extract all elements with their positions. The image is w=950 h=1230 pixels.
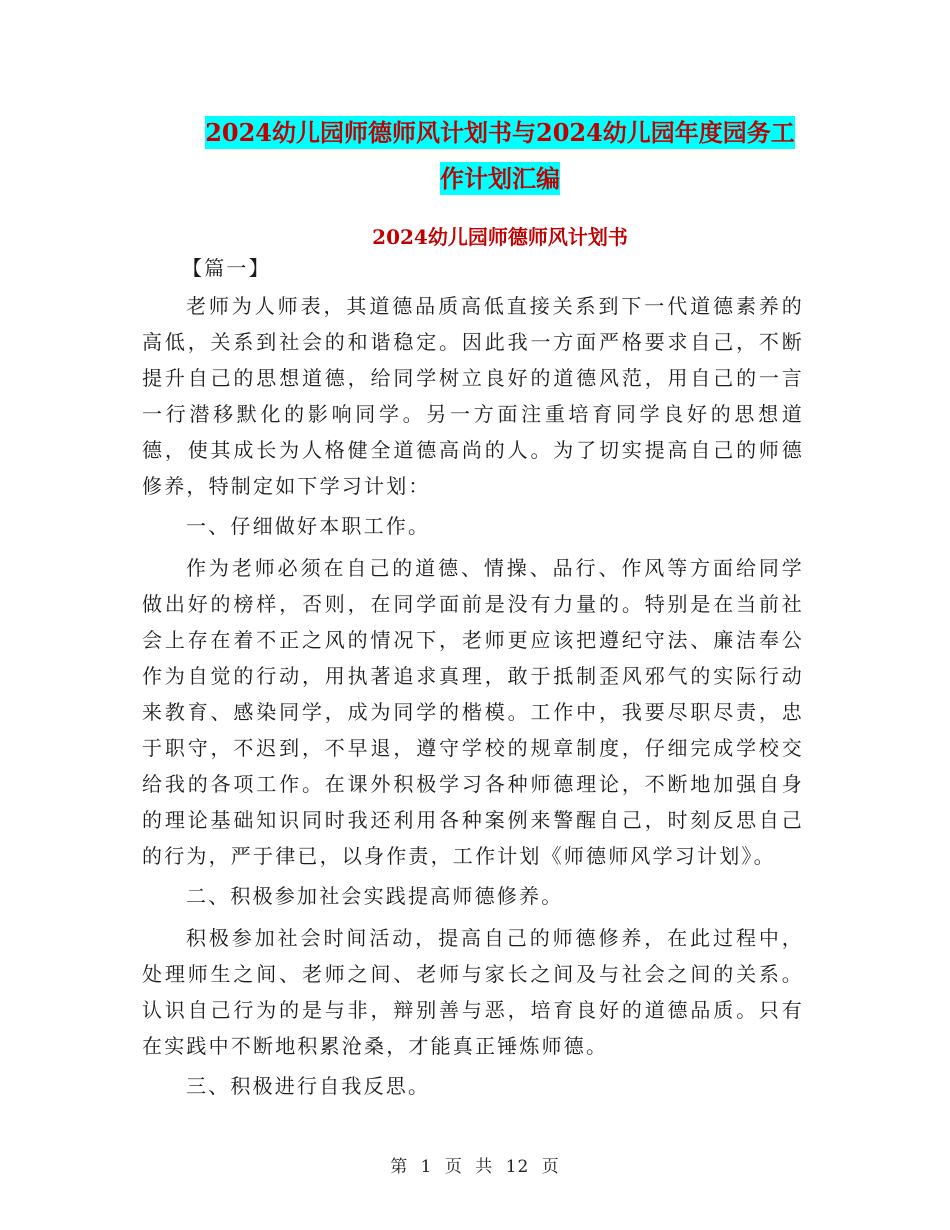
document-body [142, 250, 804, 1110]
document-title-line1: 2024幼儿园师德师风计划书与2024幼儿园年度园务工 [205, 118, 795, 147]
document-title-line2: 作计划汇编 [440, 164, 560, 193]
paragraph-2: 积极参加社会时间活动，提高自己的师德修养，在此过程中，处理师生之间、老师之间、老师与家长之间及与社会之间的关系。认识自己行为的是与非，辩别善与恶，培育良好的道德品质。只有在实践中不断地积累沧桑，才能真正锤炼师德。 [142, 926, 804, 1058]
footer-page-number: 1 [420, 1157, 433, 1177]
heading-3: 三、积极进行自我反思。 [186, 1074, 431, 1098]
document-title [140, 110, 860, 202]
heading-2: 二、积极参加社会实践提高师德修养。 [186, 884, 564, 908]
footer-total-pages: 12 [505, 1157, 530, 1177]
paragraph-1: 作为老师必须在自己的道德、情操、品行、作风等方面给同学做出好的榜样，否则，在同学面前是没有力量的。特别是在当前社会上存在着不正之风的情况下，老师更应该把遵纪守法、廉洁奉公作为自觉的行动，用执著追求真理，敢于抵制歪风邪气的实际行动来教育、感染同学，成为同学的楷模。工作中，我要尽职尽责，忠于职守，不迟到，不早退，遵守学校的规章制度，仔细完成学校交给我的各项工作。在课外积极学习各种师德理论，不断地加强自身的理论基础知识同时我还利用各种案例来警醒自己，时刻反思自己的行为，严于律已，以身作责，工作计划《师德师风学习计划》。 [142, 556, 804, 868]
footer-total-unit: 页 [541, 1157, 560, 1177]
section-title: 2024幼儿园师德师风计划书 [372, 225, 628, 249]
paragraph-intro: 老师为人师表，其道德品质高低直接关系到下一代道德素养的高低，关系到社会的和谐稳定。因此我一方面严格要求自己，不断提升自己的思想道德，给同学树立良好的道德风范，用自己的一言一行潜移默化的影响同学。另一方面注重培育同学良好的思想道德，使其成长为人格健全道德高尚的人。为了切实提高自己的师德修养，特制定如下学习计划： [142, 294, 804, 498]
footer-page-unit: 页 [444, 1157, 463, 1177]
page-footer [0, 1152, 950, 1177]
part-label: 【篇一】 [182, 256, 271, 280]
footer-total-word: 共 [475, 1157, 494, 1177]
heading-1: 一、仔细做好本职工作。 [186, 514, 431, 538]
footer-page-word: 第 [390, 1157, 409, 1177]
